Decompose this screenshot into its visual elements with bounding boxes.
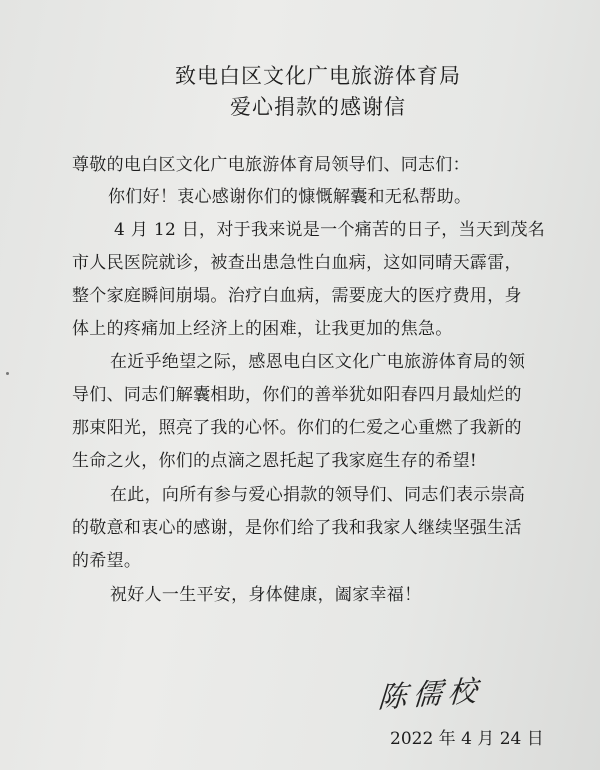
body-line: 的敬意和衷心的感谢，是你们给了我和我家人继续坚强生活 [72,518,522,538]
body-line: 在此，向所有参与爱心捐款的领导们、同志们表示崇高 [110,485,526,505]
body-line: 在近乎绝望之际，感恩电白区文化广电旅游体育局的领 [110,352,526,372]
letter-title-line-2: 爱心捐款的感谢信 [230,95,406,119]
body-line: 那束阳光，照亮了我的心怀。你们的仁爱之心重燃了我新的 [72,418,522,438]
body-line: 体上的疼痛加上经济上的困难，让我更加的焦急。 [72,319,453,339]
letter-greeting: 尊敬的电白区文化广电旅游体育局领导们、同志们： [72,155,470,175]
body-line: 整个家庭瞬间崩塌。治疗白血病，需要庞大的医疗费用，身 [72,286,522,306]
body-line: 的希望。 [72,551,142,571]
letter-date: 2022 年 4 月 24 日 [390,729,544,749]
punch-hole-dot [6,372,9,375]
body-line: 你们好！衷心感谢你们的慷慨解囊和无私帮助。 [108,187,472,207]
closing-line: 祝好人一生平安，身体健康，阖家幸福！ [110,585,422,605]
letter-title-line-1: 致电白区文化广电旅游体育局 [175,64,461,88]
body-line: 4 月 12 日，对于我来说是一个痛苦的日子，当天到茂名 [114,220,546,240]
body-line: 导们、同志们解囊相助，你们的善举犹如阳春四月最灿烂的 [72,385,522,405]
body-line: 市人民医院就诊，被查出患急性白血病，这如同晴天霹雷， [72,253,522,273]
handwritten-signature: 陈儒校 [376,673,484,715]
body-line: 生命之火，你们的点滴之恩托起了我家庭生存的希望! [72,451,478,471]
